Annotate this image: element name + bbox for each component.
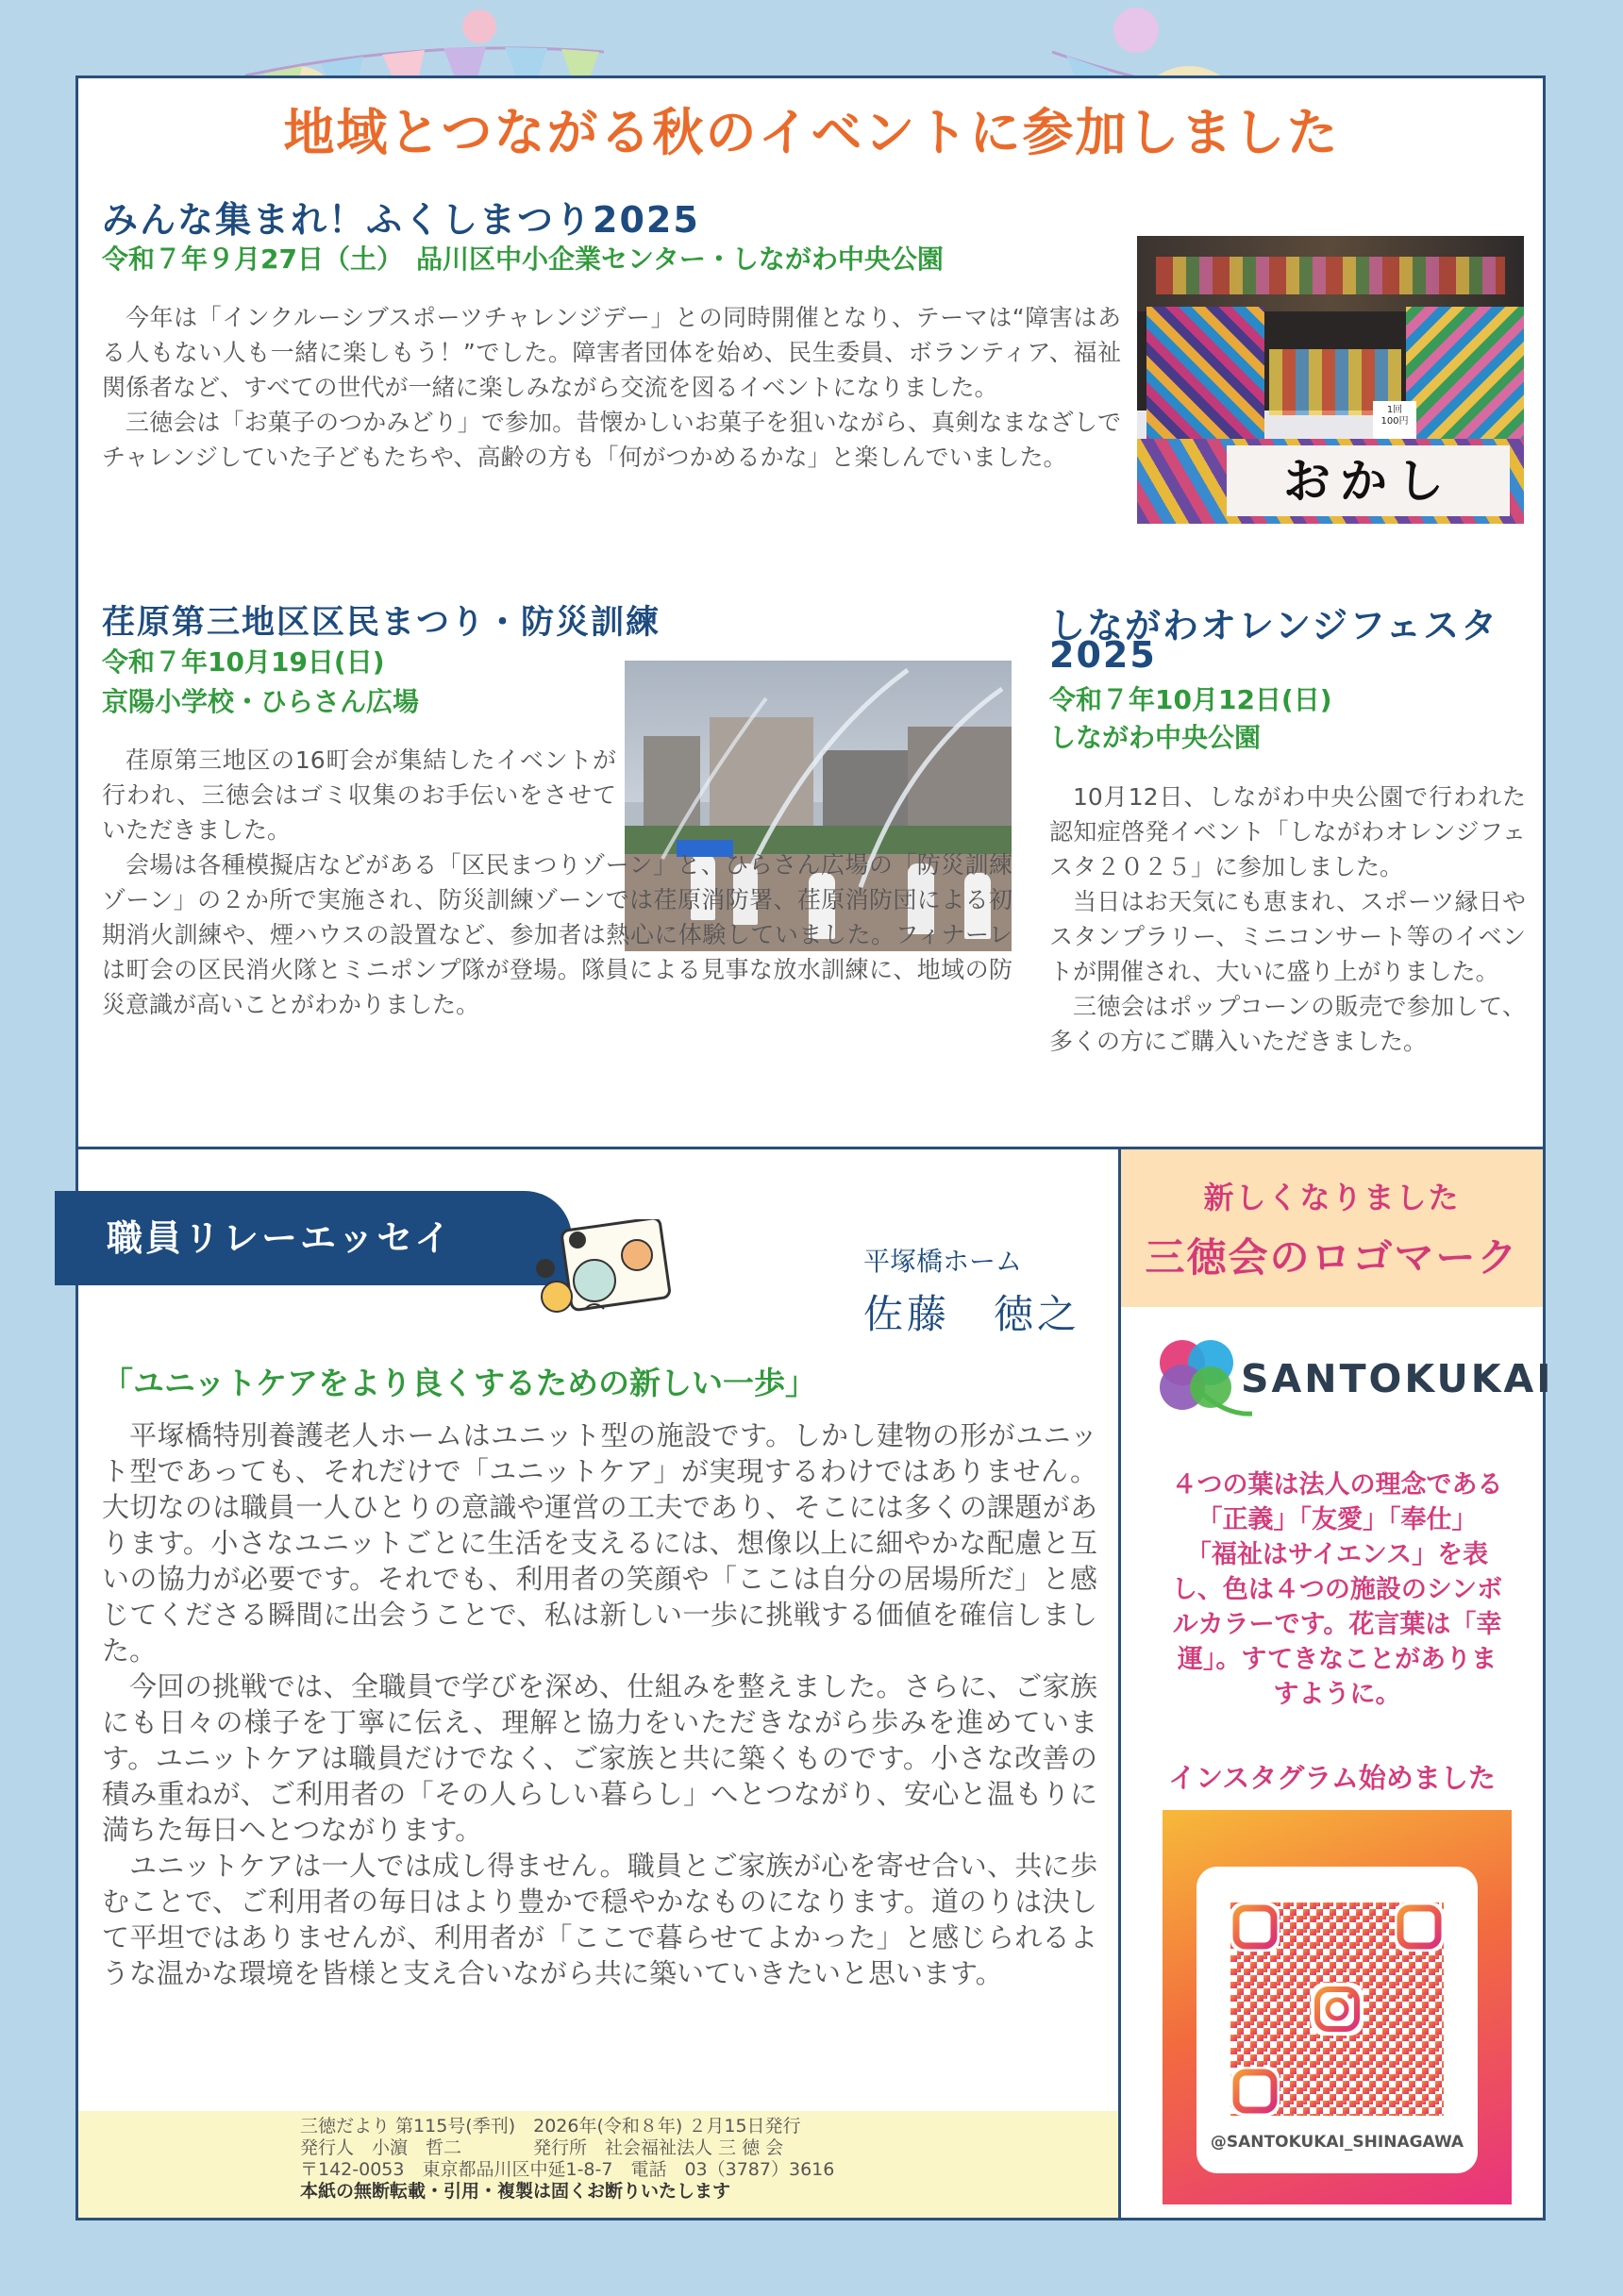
essay-para1: 平塚橋特別養護老人ホームはユニット型の施設です。しかし建物の形がユニット型であっても、それだけで「ユニットケア」が実現するわけではありません。大切なのは職員一人ひとりの意識や運営の工夫であり、そこには多くの課題があります。小さなユニットごとに生活を支えるには、想像以上に細やかな配慮と互いの協力が必要です。それでも、利用者の笑顔や「ここは自分の居場所だ」と感じてくださる瞬間に出会うことで、私は新しい一歩に挑戦する価値を確信しました。 (102, 1419, 1097, 1667)
essay-author: 佐藤 徳之 (863, 1291, 1081, 1337)
qr-code (1196, 1867, 1478, 2173)
event2-date: 令和７年10月19日(日) (102, 646, 385, 678)
logo-banner (1121, 1149, 1543, 1307)
logo-desc-line: ルカラーです。花言葉は「幸 (1172, 1610, 1502, 1639)
event1-photo (1137, 236, 1524, 524)
column-divider (1118, 1147, 1121, 2221)
event1-date-place: 令和７年９月27日（土） 品川区中小企業センター・しながわ中央公園 (102, 243, 944, 275)
footer (78, 2111, 1118, 2218)
event3-date: 令和７年10月12日(日) (1049, 684, 1332, 715)
logo-desc-line: すように。 (1273, 1680, 1401, 1709)
logo-banner-line2: 三徳会のロゴマーク (1145, 1234, 1519, 1281)
event3-para3: 三徳会はポップコーンの販売で参加して、多くの方にご購入いただきました。 (1049, 993, 1526, 1055)
qr-pattern (1230, 1902, 1444, 2116)
logo-desc-line: 「福祉はサイエンス」を表 (1185, 1540, 1489, 1569)
logo-brand-text: SANTOKUKAI (1241, 1356, 1554, 1401)
footer-line2: 発行人 小濵 哲二 発行所 社会福祉法人 三 徳 会 (300, 2137, 784, 2158)
event2-place: 京陽小学校・ひらさん広場 (102, 686, 420, 717)
instagram-qr-card[interactable] (1163, 1810, 1512, 2204)
event2-title: 荏原第三地区区民まつり・防災訓練 (102, 604, 661, 642)
event3-text (1049, 779, 1526, 1059)
footer-line4: 本紙の無断転載・引用・複製は固くお断りいたします (300, 2181, 731, 2202)
event1-title: みんな集まれ！ふくしまつり2025 (102, 199, 700, 241)
essay-quote-title: 「ユニットケアをより良くするための新しい一歩」 (102, 1365, 817, 1401)
instagram-handle: @SANTOKUKAI_SHINAGAWA (1210, 2133, 1464, 2152)
event2-para2: 会場は各種模擬店などがある「区民まつりゾーン」と、ひらさん広場の「防災訓練ゾーン」の２か所で実施され、防災訓練ゾーンでは荏原消防署、荏原消防団による初期消火訓練や、煙ハウスの設置など、参加者は熱心に体験していました。フィナーレは町会の区民消火隊とミニポンプ隊が登場。隊員による見事な放水訓練に、地域の防災意識が高いことがわかりました。 (102, 851, 1012, 1018)
logo-description (1144, 1467, 1531, 1712)
event1-text (102, 300, 1121, 475)
event3-para1: 10月12日、しながわ中央公園で行われた認知症啓発イベント「しながわオレンジフェスタ２０２５」に参加しました。 (1049, 783, 1526, 880)
event1-para2: 三徳会は「お菓子のつかみどり」で参加。昔懐かしいお菓子を狙いながら、真剣なまなざしでチャレンジしていた子どもたちや、高齢の方も「何がつかめるかな」と楽しんでいました。 (102, 409, 1121, 471)
essay-home: 平塚橋ホーム (863, 1246, 1023, 1277)
logo-banner-line1: 新しくなりました (1203, 1180, 1461, 1215)
essay-para2: 今回の挑戦では、全職員で学びを深め、仕組みを整えました。さらに、ご家族にも日々の様子を丁寧に伝え、理解と協力をいただきながら歩みを進めています。ユニットケアは職員だけでなく、ご家族と共に築くものです。小さな改善の積み重ねが、ご利用者の「その人らしい暮らし」へとつながり、安心と温もりに満ちた毎日へとつながります。 (102, 1670, 1097, 1846)
event2-text (102, 743, 616, 847)
footer-line1: 三徳だより 第115号(季刊) 2026年(令和８年) ２月15日発行 (300, 2116, 801, 2137)
logo-desc-line: し、色は４つの施設のシンボ (1171, 1575, 1503, 1604)
page-title: 地域とつながる秋のイベントに参加しました (283, 103, 1340, 162)
logo-desc-line: 「正義」「友愛」「奉仕」 (1196, 1505, 1478, 1534)
event1-photo-card: 1回 100円 (1373, 401, 1416, 439)
logo-desc-line: ４つの葉は法人の理念である (1171, 1470, 1503, 1500)
event2-text-cont (102, 847, 1012, 1022)
event2-para1: 荏原第三地区の16町会が集結したイベントが行われ、三徳会はゴミ収集のお手伝いをさせていただきました。 (102, 746, 616, 844)
event1-para1: 今年は「インクルーシブスポーツチャレンジデー」との同時開催となり、テーマは“障害はある人もない人も一緒に楽しもう！”でした。障害者団体を始め、民生委員、ボランティア、福祉関係者など、すべての世代が一緒に楽しみながら交流を図るイベントになりました。 (102, 304, 1121, 401)
event3-title-line2: 2025 (1049, 634, 1157, 676)
instagram-heading: インスタグラム始めました (1168, 1762, 1496, 1794)
essay-body (102, 1417, 1097, 1991)
flower-postcard-illustration (528, 1219, 679, 1332)
clover-logo-icon (1137, 1331, 1255, 1425)
event3-para2: 当日はお天気にも恵まれ、スポーツ縁日やスタンプラリー、ミニコンサート等のイベントが開催され、大いに盛り上がりました。 (1049, 888, 1526, 985)
event3-title-line1: しながわオレンジフェスタ (1049, 605, 1499, 646)
essay-para3: ユニットケアは一人では成し得ません。職員とご家族が心を寄せ合い、共に歩むことで、ご利用者の毎日はより豊かで穏やかなものになります。道のりは決して平坦ではありませんが、利用者が「ここで暮らせてよかった」と感じられるような温かな環境を皆様と支え合いながら共に築いていきたいと思います。 (102, 1850, 1097, 1989)
event3-place: しながわ中央公園 (1049, 722, 1262, 753)
event1-photo-sign: おかし (1227, 445, 1510, 516)
logo-desc-line: 運」。すてきなことがありま (1177, 1645, 1498, 1674)
footer-line3: 〒142-0053 東京都品川区中延1-8-7 電話 03（3787）3616 (300, 2159, 835, 2180)
essay-tab: 職員リレーエッセイ (55, 1191, 572, 1285)
